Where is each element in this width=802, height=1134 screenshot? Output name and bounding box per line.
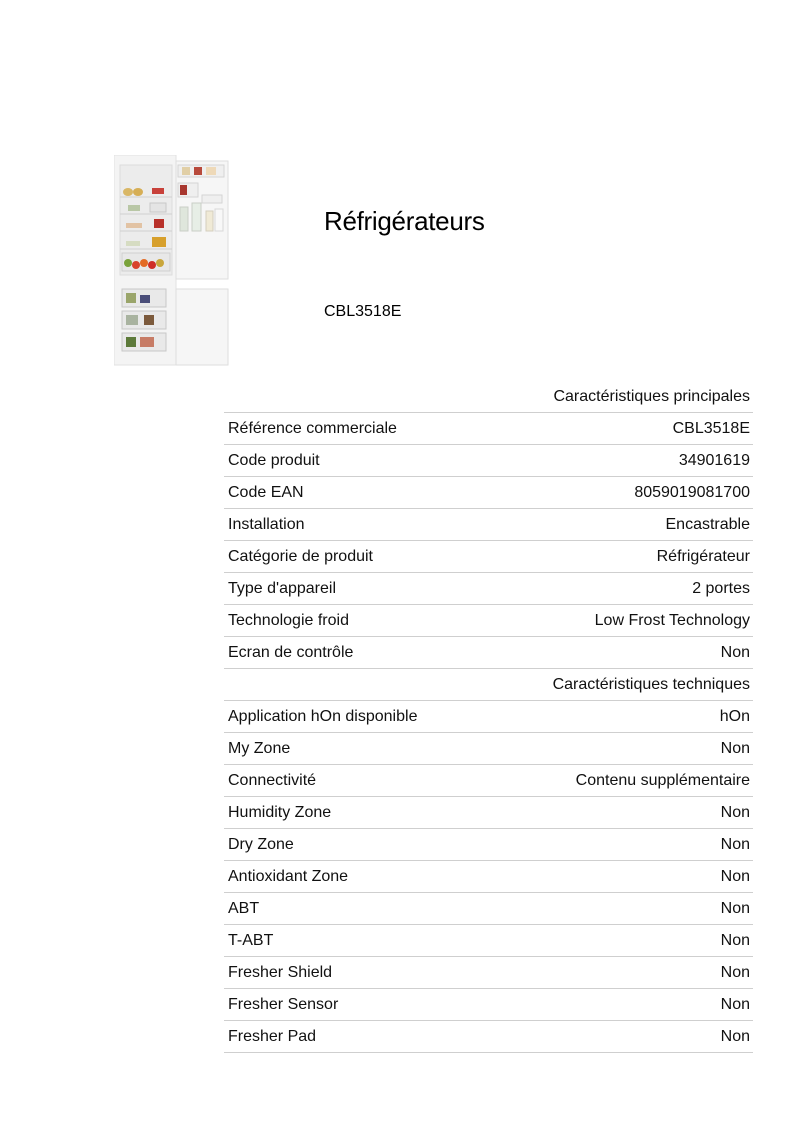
- spec-label: Ecran de contrôle: [224, 637, 499, 669]
- spec-value: 8059019081700: [499, 477, 753, 509]
- product-image: [114, 155, 230, 367]
- spec-row: [224, 1021, 753, 1053]
- spec-table: [224, 381, 753, 1053]
- model-code: CBL3518E: [324, 303, 402, 320]
- spec-label: Technologie froid: [224, 605, 499, 637]
- spec-value: 34901619: [499, 445, 753, 477]
- spec-row: [224, 637, 753, 669]
- spec-row: [224, 701, 753, 733]
- section-header-main: [224, 381, 753, 413]
- spec-row: [224, 445, 753, 477]
- spec-row: [224, 733, 753, 765]
- spec-label: T-ABT: [224, 925, 499, 957]
- spec-row: [224, 573, 753, 605]
- spec-label: Catégorie de produit: [224, 541, 499, 573]
- spec-row: [224, 765, 753, 797]
- spec-label: Type d'appareil: [224, 573, 499, 605]
- spec-label: ABT: [224, 893, 499, 925]
- spec-value: Contenu supplémentaire: [499, 765, 753, 797]
- spec-label: Fresher Sensor: [224, 989, 499, 1021]
- spec-label: Code EAN: [224, 477, 499, 509]
- spec-value: Encastrable: [499, 509, 753, 541]
- section-header-technical: [224, 669, 753, 701]
- spec-label: My Zone: [224, 733, 499, 765]
- section-title: Caractéristiques principales: [224, 381, 753, 413]
- spec-row: [224, 605, 753, 637]
- spec-label: Connectivité: [224, 765, 499, 797]
- spec-row: [224, 893, 753, 925]
- spec-row: [224, 925, 753, 957]
- spec-value: Non: [499, 797, 753, 829]
- spec-row: [224, 477, 753, 509]
- spec-value: 2 portes: [499, 573, 753, 605]
- spec-label: Fresher Pad: [224, 1021, 499, 1053]
- spec-value: Non: [499, 989, 753, 1021]
- spec-row: [224, 413, 753, 445]
- spec-label: Code produit: [224, 445, 499, 477]
- spec-label: Dry Zone: [224, 829, 499, 861]
- spec-label: Humidity Zone: [224, 797, 499, 829]
- spec-value: Non: [499, 829, 753, 861]
- spec-value: Non: [499, 733, 753, 765]
- spec-value: hOn: [499, 701, 753, 733]
- spec-value: Non: [499, 861, 753, 893]
- spec-label: Référence commerciale: [224, 413, 499, 445]
- spec-value: Non: [499, 637, 753, 669]
- spec-label: Installation: [224, 509, 499, 541]
- spec-value: CBL3518E: [499, 413, 753, 445]
- spec-row: [224, 957, 753, 989]
- section-title: Caractéristiques techniques: [224, 669, 753, 701]
- spec-label: Antioxidant Zone: [224, 861, 499, 893]
- spec-row: [224, 541, 753, 573]
- spec-row: [224, 989, 753, 1021]
- page-title: Réfrigérateurs: [324, 206, 485, 236]
- spec-label: Application hOn disponible: [224, 701, 499, 733]
- spec-row: [224, 861, 753, 893]
- spec-value: Non: [499, 1021, 753, 1053]
- spec-row: [224, 797, 753, 829]
- spec-value: Low Frost Technology: [499, 605, 753, 637]
- spec-value: Non: [499, 957, 753, 989]
- spec-row: [224, 829, 753, 861]
- spec-value: Non: [499, 925, 753, 957]
- spec-label: Fresher Shield: [224, 957, 499, 989]
- spec-value: Réfrigérateur: [499, 541, 753, 573]
- spec-row: [224, 509, 753, 541]
- spec-value: Non: [499, 893, 753, 925]
